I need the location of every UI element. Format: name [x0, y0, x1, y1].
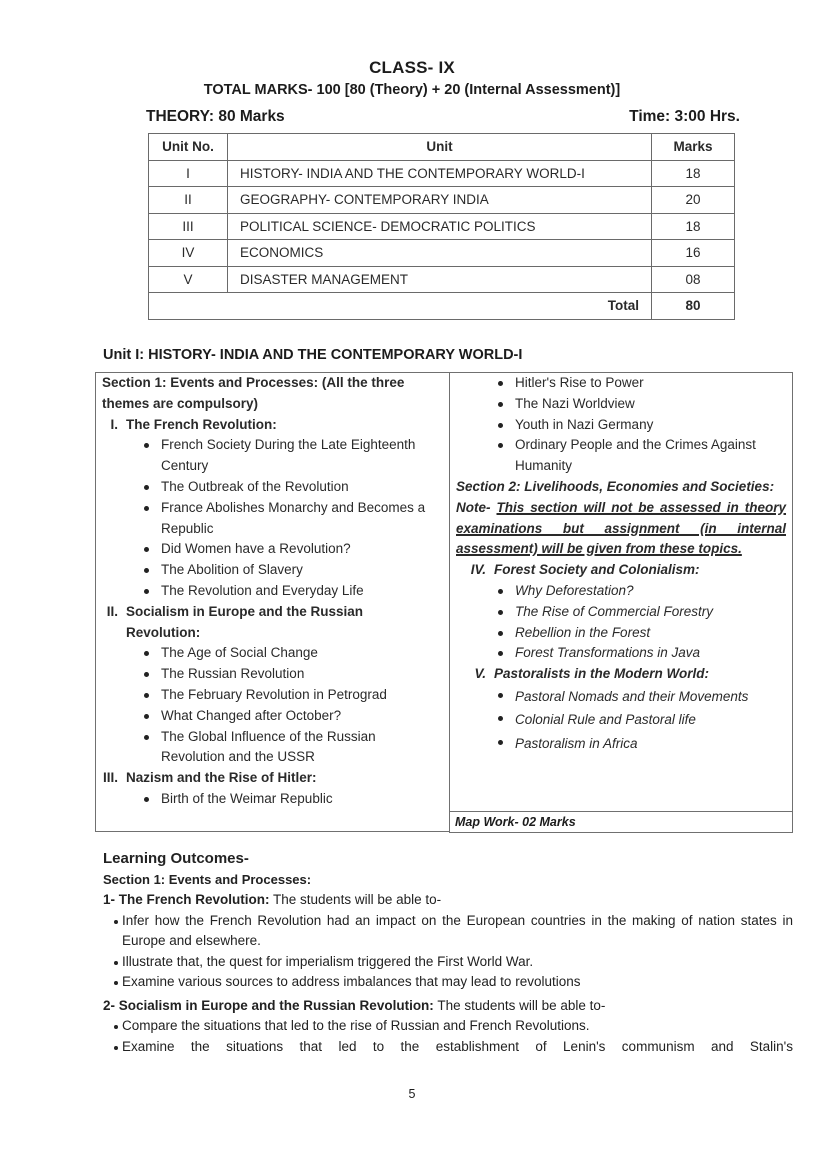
unit-no: IV	[149, 240, 228, 267]
theme-title: The French Revolution:	[126, 416, 277, 432]
theme-numeral: IV.	[470, 562, 486, 578]
topic-item: French Society During the Late Eighteenth Century	[96, 435, 449, 477]
topic-item: Pastoral Nomads and their Movements	[450, 685, 792, 709]
theme-title: Forest Society and Colonialism:	[494, 562, 700, 578]
table-header-row	[149, 134, 735, 161]
topic-item: The Nazi Worldview	[450, 394, 792, 415]
theme-heading	[96, 415, 449, 436]
outcome-point: Infer how the French Revolution had an impact on the European countries in the making of nation states in Europe and elsewhere.	[103, 911, 793, 952]
unit-name: POLITICAL SCIENCE- DEMOCRATIC POLITICS	[228, 213, 652, 240]
total-marks-line: TOTAL MARKS- 100 [80 (Theory) + 20 (Internal Assessment)]	[203, 82, 621, 98]
unit-no: I	[149, 160, 228, 187]
section1-title: Section 1: Events and Processes: (All the three themes are compulsory)	[102, 375, 405, 411]
topic-item: Birth of the Weimar Republic	[96, 789, 449, 810]
unit-marks: 16	[652, 240, 735, 267]
outcome-label: 2- Socialism in Europe and the Russian Revolution:	[103, 997, 434, 1013]
topic-item: Colonial Rule and Pastoral life	[450, 708, 792, 732]
class-title: CLASS- IX	[369, 58, 455, 77]
theme-numeral: II.	[106, 603, 118, 619]
theme-heading	[96, 768, 449, 789]
unit-name: GEOGRAPHY- CONTEMPORARY INDIA	[228, 187, 652, 214]
total-label: Total	[149, 293, 652, 320]
topic-item: The Global Influence of the Russian Revolution and the USSR	[96, 727, 449, 769]
outcome-lead: The students will be able to-	[433, 997, 606, 1013]
topic-item: The Abolition of Slavery	[96, 560, 449, 581]
outcome-point: Examine the situations that led to the establishment of Lenin's communism and Stalin's	[103, 1037, 793, 1058]
table-row	[149, 240, 735, 267]
theme-heading	[450, 664, 792, 685]
unit-name: HISTORY- INDIA AND THE CONTEMPORARY WORLD-I	[228, 160, 652, 187]
note-prefix: Note-	[456, 499, 497, 515]
topic-item: Why Deforestation?	[450, 581, 792, 602]
topic-item: The Age of Social Change	[96, 643, 449, 664]
exam-time: Time: 3:00 Hrs.	[629, 108, 740, 125]
topic-item: Rebellion in the Forest	[450, 623, 792, 644]
topic-item: Hitler's Rise to Power	[450, 373, 792, 394]
unit-heading: Unit I: HISTORY- INDIA AND THE CONTEMPORARY WORLD-I	[103, 347, 523, 363]
theme-title: Nazism and the Rise of Hitler:	[126, 770, 317, 786]
unit-no: V	[149, 266, 228, 293]
note-text: This section will not be assessed in theory examinations but assignment (in internal assessment) will be given from these topics.	[456, 499, 787, 557]
topic-item: The Revolution and Everyday Life	[96, 581, 449, 602]
topic-item: The Russian Revolution	[96, 664, 449, 685]
theme-title: Pastoralists in the Modern World:	[494, 666, 710, 682]
table-row	[149, 213, 735, 240]
unit-no: III	[149, 213, 228, 240]
topic-list	[96, 435, 449, 601]
learning-outcomes-section: Section 1: Events and Processes:	[103, 871, 312, 887]
outcome-item	[103, 996, 793, 1017]
outcome-point: Examine various sources to address imbalances that may lead to revolutions	[103, 972, 793, 993]
outcome-item	[103, 890, 793, 911]
unit-marks: 18	[652, 213, 735, 240]
learning-outcomes-heading: Learning Outcomes-	[103, 850, 249, 867]
theme-numeral: I.	[110, 416, 118, 432]
topic-item: Youth in Nazi Germany	[450, 415, 792, 436]
topic-item: Did Women have a Revolution?	[96, 539, 449, 560]
theme-heading	[96, 602, 449, 644]
topic-item: Pastoralism in Africa	[450, 732, 792, 756]
table-row	[149, 160, 735, 187]
theory-time-line	[146, 108, 740, 126]
outcome-point: Compare the situations that led to the rise of Russian and French Revolutions.	[103, 1016, 793, 1037]
unit-name: ECONOMICS	[228, 240, 652, 267]
outcome-lead: The students will be able to-	[269, 892, 442, 907]
topic-item: Forest Transformations in Java	[450, 643, 792, 664]
syllabus-right-column	[449, 372, 793, 812]
marks-table	[148, 133, 735, 320]
topic-list	[450, 685, 792, 756]
topic-list	[96, 643, 449, 768]
unit-marks: 18	[652, 160, 735, 187]
theme-numeral: V.	[474, 666, 486, 682]
topic-list	[450, 581, 792, 664]
unit-name: DISASTER MANAGEMENT	[228, 266, 652, 293]
table-row	[149, 187, 735, 214]
col-unit-no: Unit No.	[149, 134, 228, 161]
topic-item: What Changed after October?	[96, 706, 449, 727]
theme-numeral: III.	[102, 770, 118, 786]
topic-item: France Abolishes Monarchy and Becomes a Republic	[96, 498, 449, 540]
col-unit: Unit	[228, 134, 652, 161]
syllabus-left-column	[95, 372, 449, 832]
theme-heading	[450, 560, 792, 581]
theme-title: Socialism in Europe and the Russian Revolution:	[126, 603, 364, 640]
theory-marks: THEORY: 80 Marks	[146, 108, 285, 125]
table-row	[149, 266, 735, 293]
total-row	[149, 293, 735, 320]
learning-outcomes	[103, 849, 793, 1057]
topic-list	[96, 789, 449, 810]
unit-marks: 20	[652, 187, 735, 214]
topic-item: The Rise of Commercial Forestry	[450, 602, 792, 623]
topic-item: The February Revolution in Petrograd	[96, 685, 449, 706]
outcome-point: Illustrate that, the quest for imperialism triggered the First World War.	[103, 952, 793, 973]
topic-list	[450, 373, 792, 477]
topic-item: The Outbreak of the Revolution	[96, 477, 449, 498]
outcome-label: 1- The French Revolution:	[103, 892, 270, 907]
section2-title: Section 2: Livelihoods, Economies and Societies:	[456, 478, 775, 494]
map-work-cell: Map Work- 02 Marks	[449, 811, 793, 833]
topic-item: Ordinary People and the Crimes Against Humanity	[450, 435, 792, 477]
col-marks: Marks	[652, 134, 735, 161]
section2-note	[450, 498, 792, 560]
unit-marks: 08	[652, 266, 735, 293]
unit-no: II	[149, 187, 228, 214]
total-value: 80	[652, 293, 735, 320]
page-number: 5	[408, 1087, 416, 1101]
